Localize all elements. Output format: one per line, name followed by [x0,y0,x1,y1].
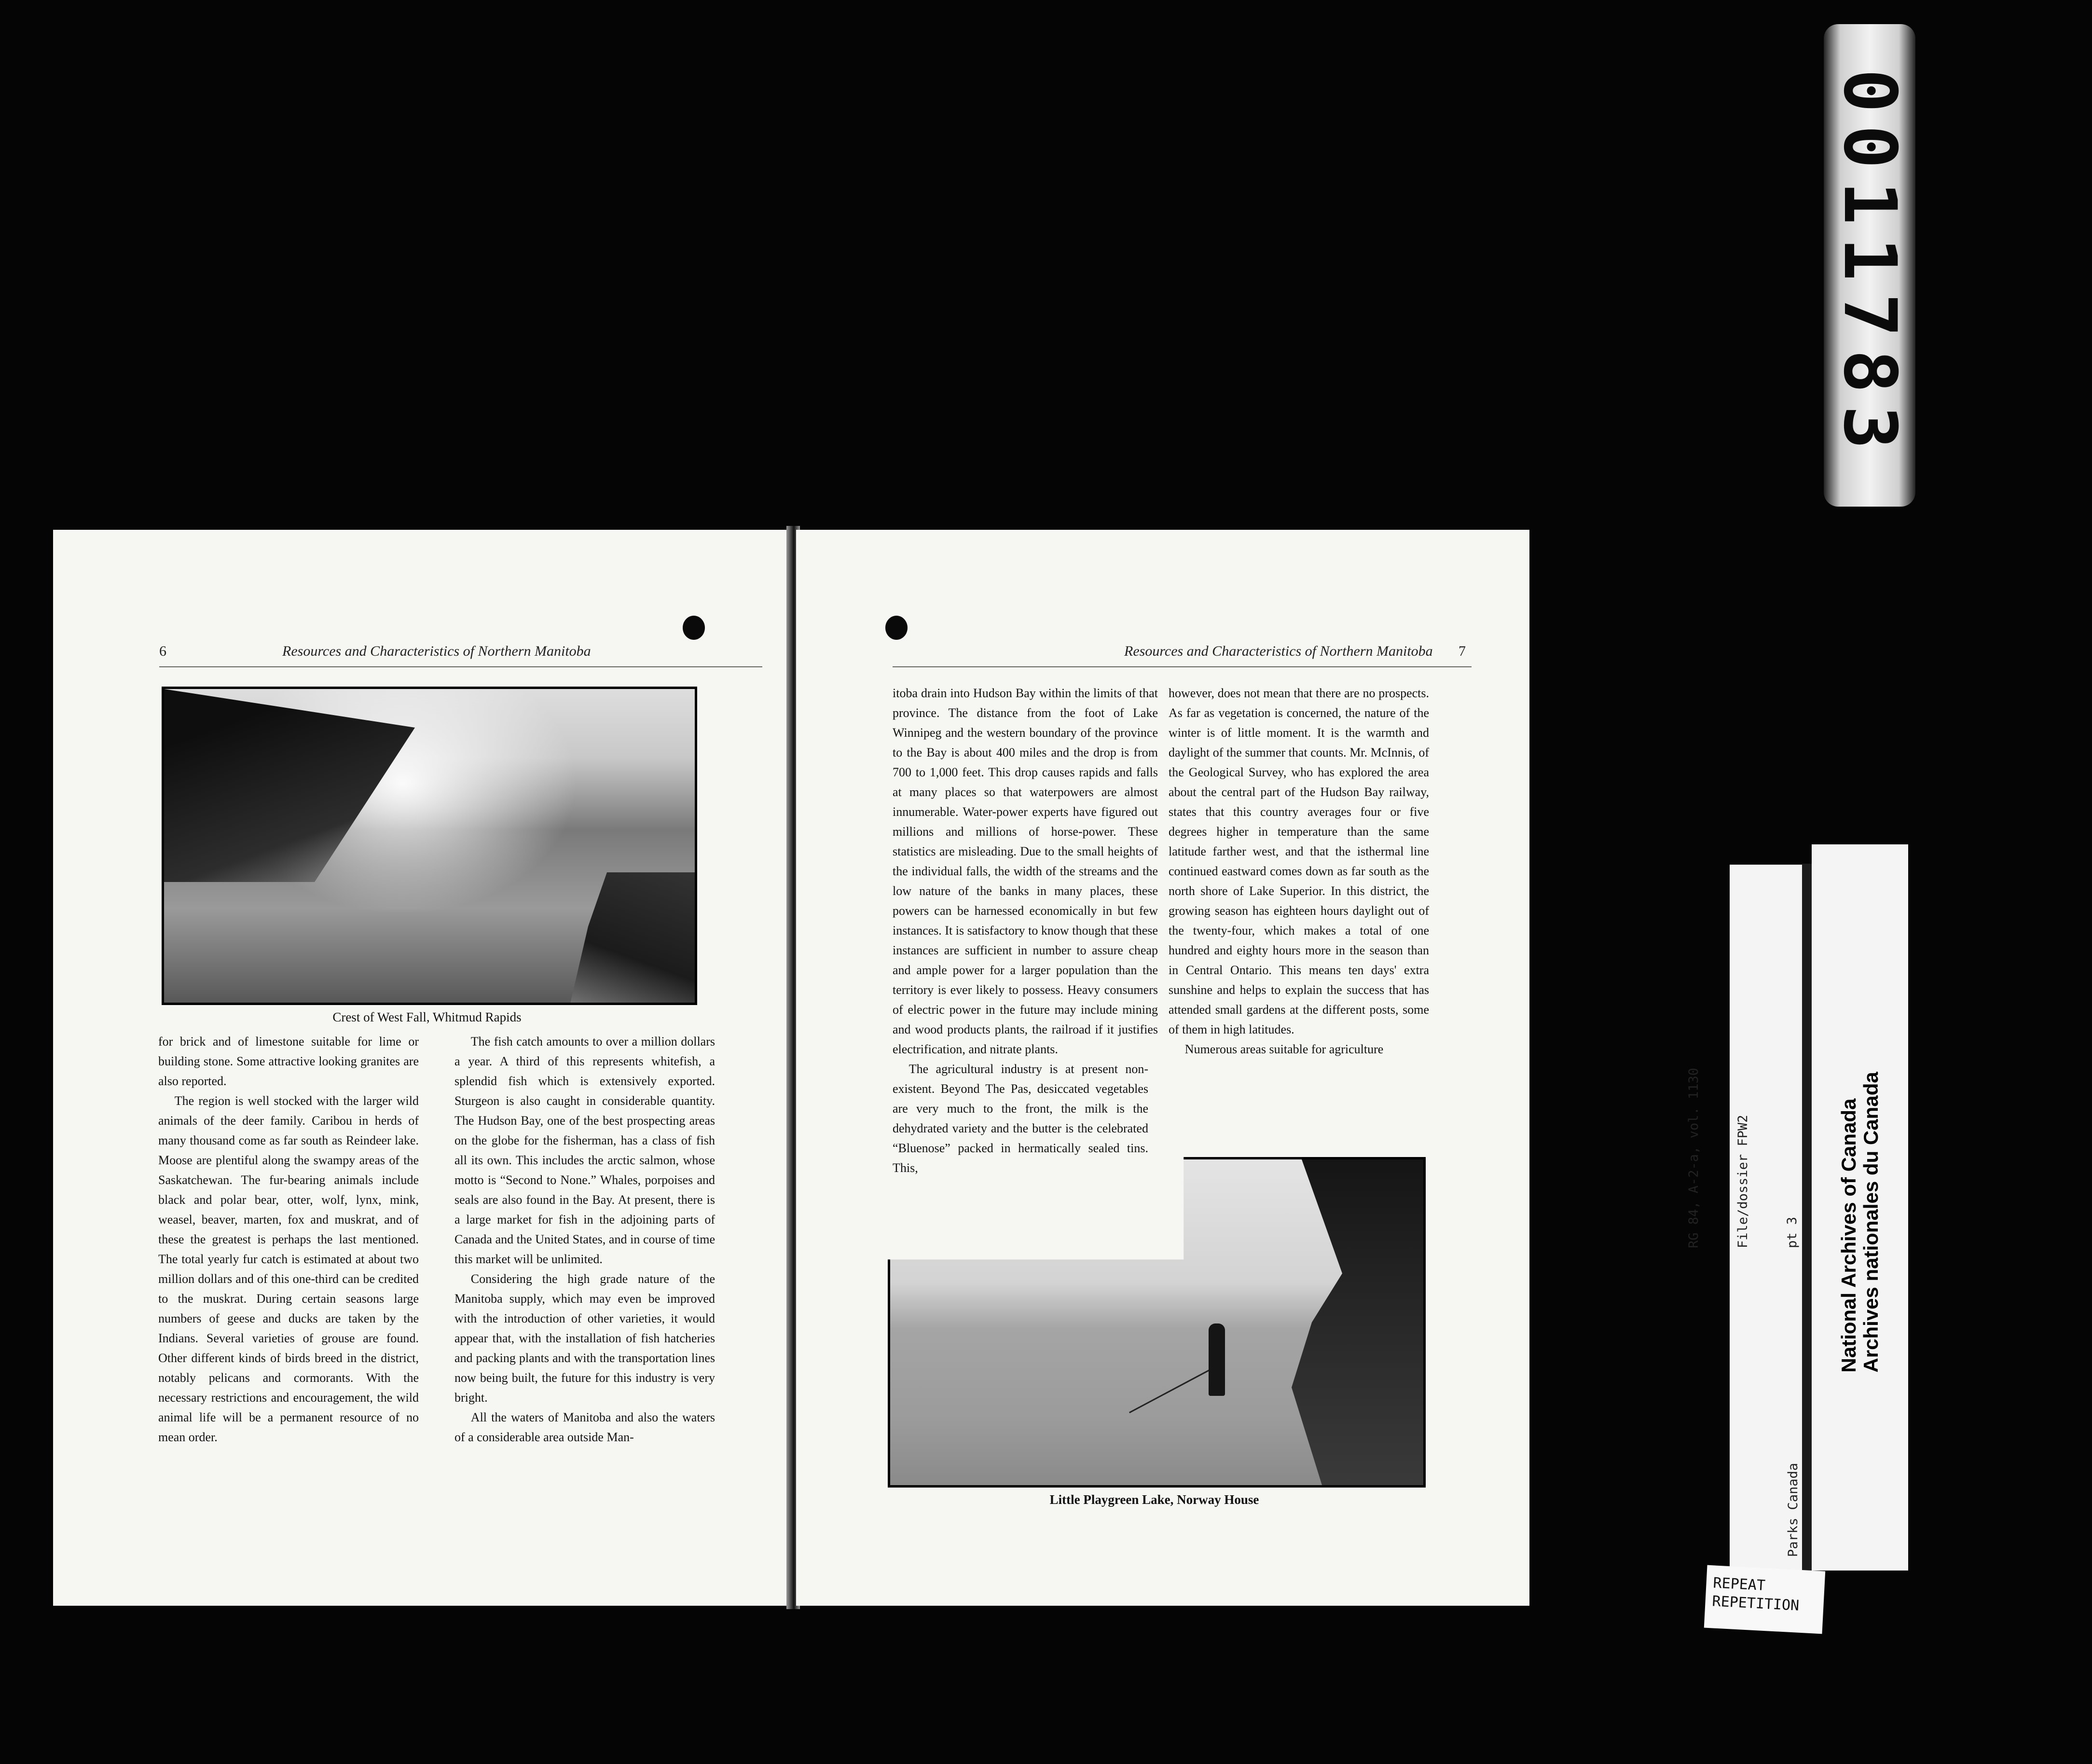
paragraph: for brick and of limestone suitable for lime or building stone. Some attractive looking granites are also reported. [158,1034,419,1088]
paragraph: however, does not mean that there are no prospects. As far as vegetation is concerned, the nature of the winter is of little moment. It is the warmth and daylight of the summer that counts. Mr. McInnis, of the Geological Survey, who has explored the area about the central part of the Hudson Bay railway, states that this country averages four or five degrees higher in temperature than the same latitude farther west, and that the isthermal line continued eastward comes down as far south as the north shore of Lake Superior. In this district, the growing season has eighteen hours daylight out of the twenty-four, which makes a total of one hundred and eighty hours more in the season than in Central Ontario. This means ten days' extra sunshine and helps to explain the success that has attended small gardens at the different posts, some of them in high latitudes. [1169,686,1429,1036]
right-column-1 [893,683,1158,1178]
paragraph: Considering the high grade nature of the Manitoba supply, which may even be improved with the introduction of other varieties, it would appear that, with the installation of fish hatcheries and packing plants and with the transportation lines now being built, the future for this industry is very bright. [454,1272,715,1405]
right-page-number: 7 [1459,643,1466,659]
paragraph: All the waters of Manitoba and also the waters of a considerable area outside Man- [454,1410,715,1444]
left-page-header [159,643,762,667]
parks-canada-text: Parks Canada [1786,1462,1801,1557]
photo-little-playgreen-lake [888,1157,1426,1488]
repetition-text: REPETITION [1711,1593,1800,1614]
file-reference-line: RG 84, A-2-a, vol. 1130 [1686,1068,1701,1248]
file-reference-label [1686,865,1807,1574]
photo-west-fall [162,687,697,1005]
left-column-1 [158,1032,419,1447]
film-frame-number: 0011783 [1828,69,1912,462]
photo-caption-west-fall: Crest of West Fall, Whitmud Rapids [332,1010,522,1024]
label-divider [1802,864,1813,1578]
right-running-title: Resources and Characteristics of Northern Manitoba [1124,643,1433,659]
repeat-text: REPEAT [1712,1574,1766,1595]
file-reference-line: File/dossier FPW2 [1735,1115,1750,1248]
right-page-header [893,643,1472,667]
paragraph: The fish catch amounts to over a million dollars a year. A third of this represents whitefish, a splendid fish which is extensively exported. Sturgeon is also caught in considerable quantity. The Hudson Bay, one of the best prospecting areas on the globe for the fisherman, has a class of fish all its own. This includes the arctic salmon, whose motto is “Second to None.” Whales, porpoises and seals are also found in the Bay. At present, there is a large market for fish in the adjoining parts of Canada and the United States, and in course of time this market will be unlimited. [454,1034,715,1266]
paragraph: Numerous areas suitable for agriculture [1184,1042,1384,1056]
left-page [53,530,796,1606]
national-archives-label [1812,844,1908,1571]
left-column-2 [454,1032,715,1447]
photo-shoreline [1221,1159,1423,1485]
paragraph: The agricultural industry is at present non-existent. Beyond The Pas, desiccated vegetables are very much to the front, the milk is the dehydrated variety and the butter is the celebrated “Bluenose” packed in hermatically sealed tins. This, [893,1062,1148,1175]
paragraph: itoba drain into Hudson Bay within the limits of that province. The distance from the foot of Lake Winnipeg and the western boundary of the province to the Bay is about 400 miles and the drop is from 700 to 1,000 feet. This drop causes rapids and falls at many places so that waterpowers are almost innumerable. Water-power experts have figured out millions and millions of horse-power. These statistics are misleading. Due to the small heights of the individual falls, the width of the streams and the low nature of the banks in many places, these powers can be harnessed economically in but few instances. It is satisfactory to know though that these instances are sufficient in number to assure cheap and ample power for a larger population than the territory is ever likely to possess. Heavy consumers of electric power in the future may include mining and wood products plants, the railroad if it justifies electrification, and nitrate plants. [893,686,1158,1056]
film-frame-strip [1824,24,1915,507]
right-column-2 [1169,683,1429,1059]
archives-name-fr: Archives nationales du Canada [1859,1071,1882,1373]
photo-rocks [569,872,695,1005]
photo-trees [164,689,415,882]
archives-name-en: National Archives of Canada [1837,1098,1860,1373]
repeat-tag [1704,1565,1825,1634]
left-running-title: Resources and Characteristics of Northern Manitoba [282,643,591,659]
file-reference-line: pt 3 [1785,1216,1800,1248]
punch-hole [683,616,705,640]
punch-hole [885,616,908,640]
paragraph: The region is well stocked with the larger wild animals of the deer family. Caribou in herds of many thousand come as far south as Reindeer lake. Moose are plentiful along the swampy areas of the Saskatchewan. The fur-bearing animals include black and polar bear, otter, wolf, lynx, mink, weasel, beaver, marten, fox and muskrat, and of these the greatest is perhaps the last mentioned. The total yearly fur catch is estimated at about two million dollars and of this one-third can be credited to the muskrat. During certain seasons large numbers of geese and ducks are taken by the Indians. Several varieties of grouse are found. Other different kinds of birds breed in the district, notably pelicans and cormorants. With the necessary restrictions and encouragement, the wild animal life will be a permanent resource of no mean order. [158,1094,419,1444]
right-page [796,530,1529,1606]
photo-caption-playgreen-lake: Little Playgreen Lake, Norway House [1049,1492,1259,1507]
photo-person-fishing [1209,1323,1225,1396]
left-page-number: 6 [159,643,166,659]
